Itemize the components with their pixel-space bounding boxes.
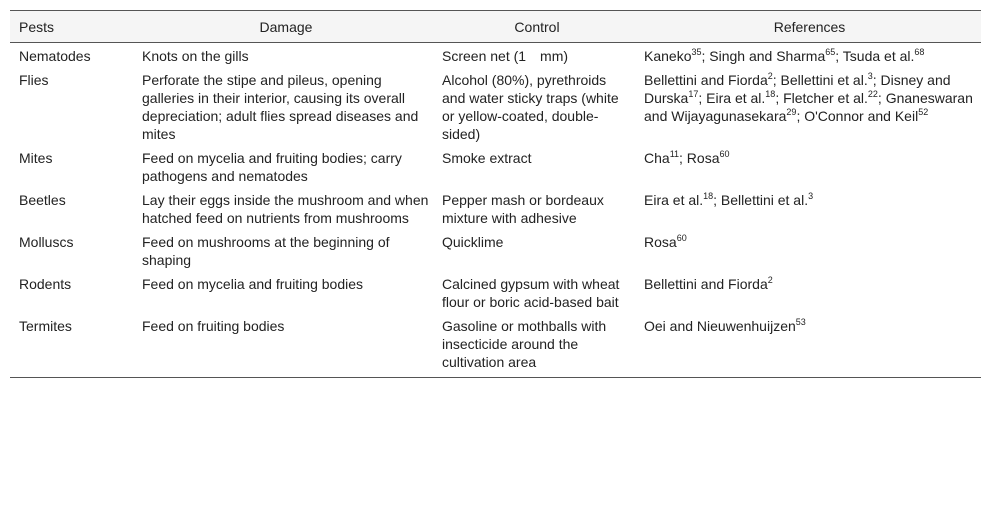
table-row (10, 67, 981, 145)
header-control: Control (436, 11, 638, 43)
reference-text: ; Gnaneswaran and Wijayagunasekara (644, 90, 973, 124)
reference-text: ; Rosa (679, 150, 720, 166)
reference-number: 11 (669, 149, 680, 159)
reference-text: ; Singh and Sharma (701, 48, 826, 64)
header-references: References (638, 11, 981, 43)
damage-cell: Feed on mycelia and fruiting bodies (142, 276, 364, 292)
pest-cell: Termites (10, 313, 136, 378)
reference-text: Rosa (644, 234, 677, 250)
reference-number: 22 (867, 89, 878, 99)
pest-cell: Mites (19, 150, 53, 166)
references-cell (638, 145, 981, 187)
reference-text: ; Bellettini et al. (713, 192, 809, 208)
reference-text: ; Fletcher et al. (775, 90, 868, 106)
references-cell (638, 313, 981, 378)
control-cell: Pepper mash or bordeaux mixture with adhesive (442, 192, 604, 226)
reference-number: 3 (867, 71, 873, 81)
reference-number: 18 (765, 89, 776, 99)
reference-text: ; Eira et al. (698, 90, 766, 106)
pest-cell: Flies (19, 72, 49, 88)
header-pests: Pests (10, 11, 136, 43)
reference-text: Cha (644, 150, 670, 166)
control-cell: Calcined gypsum with wheat flour or boric acid-based bait (442, 276, 620, 310)
reference-number: 2 (767, 71, 773, 81)
reference-text: Kaneko (644, 48, 692, 64)
reference-text: ; Tsuda et al. (835, 48, 915, 64)
reference-number: 60 (719, 149, 730, 159)
control-cell: Smoke extract (442, 150, 532, 166)
control-cell: Quicklime (442, 234, 504, 250)
header-damage: Damage (136, 11, 436, 43)
damage-cell: Feed on mushrooms at the beginning of shaping (142, 234, 390, 268)
reference-text: ; Disney and Durska (644, 72, 951, 106)
pests-table-container (10, 10, 981, 378)
references-cell (638, 187, 981, 229)
damage-cell: Knots on the gills (142, 48, 249, 64)
reference-text: Bellettini and Fiorda (644, 276, 768, 292)
reference-number: 65 (825, 47, 836, 57)
reference-number: 60 (676, 233, 687, 243)
reference-text: Bellettini and Fiorda (644, 72, 768, 88)
reference-number: 2 (767, 275, 773, 285)
table-body (10, 43, 981, 378)
pest-cell: Molluscs (19, 234, 74, 250)
pest-cell: Beetles (19, 192, 66, 208)
reference-text: ; Bellettini et al. (772, 72, 868, 88)
references-cell (638, 229, 981, 271)
control-cell: Screen net (1 mm) (442, 48, 569, 64)
reference-number: 3 (808, 191, 814, 201)
damage-cell: Lay their eggs inside the mushroom and when hatched feed on nutrients from mushrooms (142, 192, 429, 226)
reference-number: 29 (786, 107, 797, 117)
damage-cell: Perforate the stipe and pileus, opening galleries in their interior, causing its overall depreciation; adult flies spread diseases and mites (142, 72, 419, 142)
reference-number: 17 (688, 89, 699, 99)
reference-number: 52 (918, 107, 929, 117)
table-row (10, 145, 981, 187)
damage-cell: Feed on fruiting bodies (136, 313, 436, 378)
table-row (10, 271, 981, 313)
table-header-row (10, 11, 981, 43)
damage-cell: Feed on mycelia and fruiting bodies; carry pathogens and nematodes (142, 150, 402, 184)
control-cell: Gasoline or mothballs with insecticide around the cultivation area (436, 313, 638, 378)
table-row (10, 229, 981, 271)
reference-number: 18 (703, 191, 714, 201)
table-row (10, 43, 981, 68)
pests-table (10, 10, 981, 378)
references-cell (638, 43, 981, 68)
references-cell (638, 67, 981, 145)
reference-number: 68 (914, 47, 925, 57)
reference-text: Oei and Nieuwenhuijzen (644, 318, 796, 334)
table-row (10, 313, 981, 378)
reference-text: Eira et al. (644, 192, 704, 208)
reference-number: 35 (691, 47, 702, 57)
pest-cell: Nematodes (19, 48, 91, 64)
reference-text: ; O'Connor and Keil (796, 108, 919, 124)
table-row (10, 187, 981, 229)
pest-cell: Rodents (19, 276, 72, 292)
reference-number: 53 (795, 317, 806, 327)
control-cell: Alcohol (80%), pyrethroids and water sticky traps (white or yellow-coated, double-sided) (442, 72, 619, 142)
references-cell (638, 271, 981, 313)
